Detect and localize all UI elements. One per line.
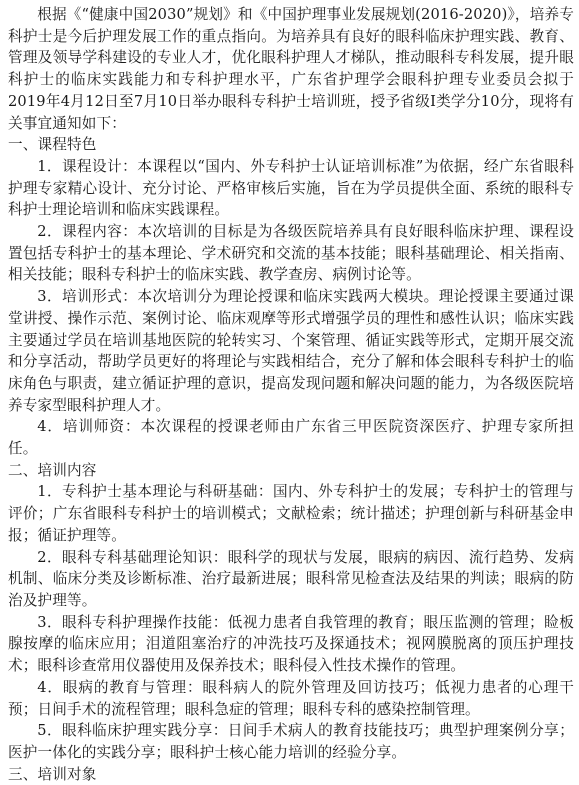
training-content-item-1: 1．专科护士基本理论与科研基础：国内、外专科护士的发展；专科护士的管理与评价；广东省眼科专科护士的培训模式；文献检索；统计描述；护理创新与科研基金申报；循证护理等。: [8, 483, 574, 544]
course-features-item-2: 2．课程内容：本次培训的目标是为各级医院培养具有良好眼科临床护理、课程设置包括专科护士的基本理论、学术研究和交流的基本技能；眼科基础理论、相关指南、相关技能；眼科专科护士的临床实践、教学查房、病例讨论等。: [8, 223, 574, 284]
section-heading-training-content: 二、培训内容: [8, 461, 97, 479]
intro-paragraph: 根据《“健康中国2030”规划》和《中国护理事业发展规划(2016-2020)》，培养专科护士是今后护理发展工作的重点指向。为培养具有良好的眼科临床护理实践、教育、管理及领导学科建设的专业人才，优化眼科护理人才梯队，推动眼科专科发展，提升眼科护士的临床实践能力和专科护理水平，广东省护理学会眼科护理专业委员会拟于2019年4月12日至7月10日举办眼科专科护士培训班，授予省级Ⅰ类学分10分，现将有关事宜通知如下：: [8, 6, 574, 132]
training-content-item-5: 5．眼科临床护理实践分享：日间手术病人的教育技能技巧；典型护理案例分享；医护一体化的实践分享；眼科护士核心能力培训的经验分享。: [8, 722, 574, 761]
training-content-item-2: 2．眼科专科基础理论知识：眼科学的现状与发展，眼病的病因、流行趋势、发病机制、临床分类及诊断标准、治疗最新进展；眼科常见检查法及结果的判读；眼病的防治及护理等。: [8, 548, 574, 609]
course-features-item-4: 4．培训师资：本次课程的授课老师由广东省三甲医院资深医疗、护理专家所担任。: [8, 418, 574, 458]
document-page: [8, 4, 574, 785]
section-heading-training-target: 三、培训对象: [8, 765, 97, 783]
section-heading-course-features: 一、课程特色: [8, 136, 97, 154]
training-content-item-3: 3．眼科专科护理操作技能：低视力患者自我管理的教育；眼压监测的管理；睑板腺按摩的临床应用；泪道阻塞治疗的冲洗技巧及探通技术；视网膜脱离的顶压护理技术；眼科诊查常用仪器使用及保养技术；眼科侵入性技术操作的管理。: [8, 613, 574, 675]
training-content-item-4: 4．眼病的教育与管理：眼科病人的院外管理及回访技巧；低视力患者的心理干预；日间手术的流程管理；眼科急症的管理；眼科专科的感染控制管理。: [8, 678, 574, 718]
course-features-item-1: 1．课程设计：本课程以“国内、外专科护士认证培训标准”为依据，经广东省眼科护理专家精心设计、充分讨论、严格审核后实施，旨在为学员提供全面、系统的眼科专科护士理论培训和临床实践课程。: [8, 157, 574, 219]
course-features-item-3: 3．培训形式：本次培训分为理论授课和临床实践两大模块。理论授课主要通过课堂讲授、操作示范、案例讨论、临床观摩等形式增强学员的理性和感性认识；临床实践主要通过学员在培训基地医院的轮转实习、个案管理、循证实践等形式，定期开展交流和分享活动，帮助学员更好的将理论与实践相结合，充分了解和体会眼科专科护士的临床角色与职责，建立循证护理的意识，提高发现问题和解决问题的能力，为各级医院培养专家型眼科护理人才。: [8, 288, 574, 414]
